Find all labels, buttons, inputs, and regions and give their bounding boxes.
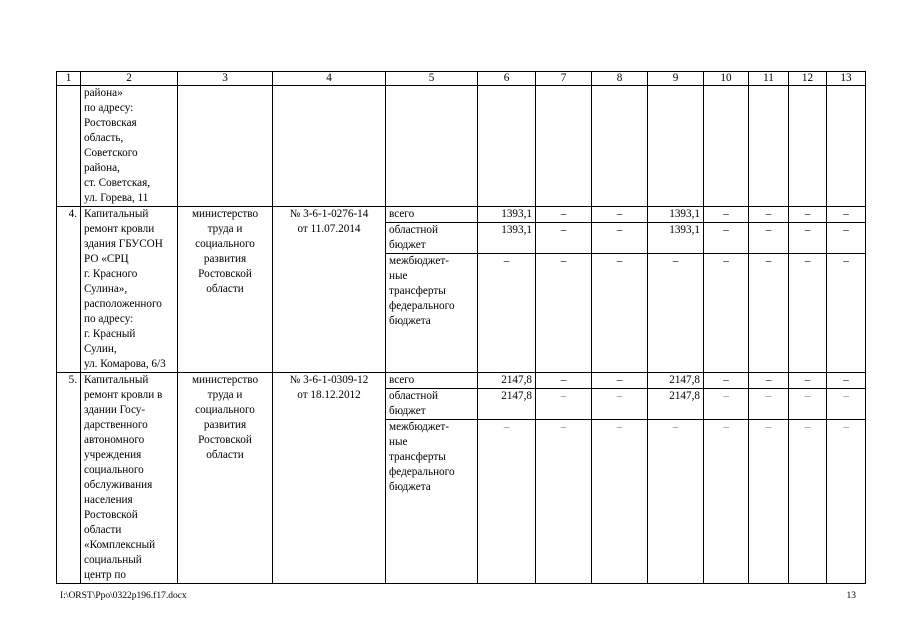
cont-cell-13 bbox=[827, 86, 866, 207]
col-header-8: 8 bbox=[592, 72, 648, 86]
page-number: 13 bbox=[846, 591, 856, 601]
value-col-9: 1393,1 bbox=[648, 207, 704, 223]
value-col-6: 2147,8 bbox=[478, 389, 536, 420]
funding-source-label: областной бюджет bbox=[386, 223, 478, 254]
cont-cell-9 bbox=[648, 86, 704, 207]
value-col-13: – bbox=[827, 420, 866, 584]
value-col-9: 2147,8 bbox=[648, 389, 704, 420]
cont-cell-5 bbox=[386, 86, 478, 207]
value-col-9: 2147,8 bbox=[648, 373, 704, 389]
table-row-5-total bbox=[57, 373, 866, 389]
value-col-7: – bbox=[536, 389, 592, 420]
value-col-6: – bbox=[478, 420, 536, 584]
value-col-11: – bbox=[749, 373, 789, 389]
cont-cell-6 bbox=[478, 86, 536, 207]
value-col-8: – bbox=[592, 420, 648, 584]
value-col-7: – bbox=[536, 420, 592, 584]
value-col-13: – bbox=[827, 389, 866, 420]
value-col-9: – bbox=[648, 254, 704, 373]
value-col-12: – bbox=[789, 420, 827, 584]
value-col-12: – bbox=[789, 389, 827, 420]
col-header-7: 7 bbox=[536, 72, 592, 86]
value-col-8: – bbox=[592, 389, 648, 420]
col-header-5: 5 bbox=[386, 72, 478, 86]
col-header-9: 9 bbox=[648, 72, 704, 86]
value-col-6: – bbox=[478, 254, 536, 373]
value-col-8: – bbox=[592, 254, 648, 373]
cont-cell-12 bbox=[789, 86, 827, 207]
value-col-7: – bbox=[536, 373, 592, 389]
value-col-8: – bbox=[592, 207, 648, 223]
program-table bbox=[56, 71, 866, 584]
funding-source-label: всего bbox=[386, 373, 478, 389]
cont-cell-3 bbox=[178, 86, 273, 207]
value-col-6: 1393,1 bbox=[478, 223, 536, 254]
cont-cell-11 bbox=[749, 86, 789, 207]
col-header-12: 12 bbox=[789, 72, 827, 86]
value-col-8: – bbox=[592, 373, 648, 389]
value-col-10: – bbox=[704, 420, 749, 584]
col-header-1: 1 bbox=[57, 72, 81, 86]
value-col-12: – bbox=[789, 207, 827, 223]
value-col-10: – bbox=[704, 254, 749, 373]
value-col-10: – bbox=[704, 389, 749, 420]
value-col-6: 2147,8 bbox=[478, 373, 536, 389]
value-col-12: – bbox=[789, 254, 827, 373]
col-header-3: 3 bbox=[178, 72, 273, 86]
funding-source-label: межбюджет- ные трансферты федерального бюджета bbox=[386, 254, 478, 373]
value-col-10: – bbox=[704, 207, 749, 223]
value-col-6: 1393,1 bbox=[478, 207, 536, 223]
object-name: Капитальный ремонт кровли в здании Госу- дарственного автономного учреждения социального обслуживания населения Ростовской области «Комплексный социальный центр по bbox=[81, 373, 178, 584]
cont-cell-8 bbox=[592, 86, 648, 207]
value-col-7: – bbox=[536, 223, 592, 254]
value-col-7: – bbox=[536, 207, 592, 223]
value-col-11: – bbox=[749, 207, 789, 223]
col-header-10: 10 bbox=[704, 72, 749, 86]
value-col-13: – bbox=[827, 207, 866, 223]
col-header-11: 11 bbox=[749, 72, 789, 86]
document-number: № 3-6-1-0276-14 от 11.07.2014 bbox=[273, 207, 386, 373]
responsible-ministry: министерство труда и социального развития Ростовской области bbox=[178, 373, 273, 584]
row-number: 5. bbox=[57, 373, 81, 584]
table-row-4-total bbox=[57, 207, 866, 223]
funding-source-label: межбюджет- ные трансферты федерального бюджета bbox=[386, 420, 478, 584]
value-col-7: – bbox=[536, 254, 592, 373]
value-col-11: – bbox=[749, 389, 789, 420]
cont-cell-10 bbox=[704, 86, 749, 207]
funding-source-label: областной бюджет bbox=[386, 389, 478, 420]
footer-file-path: I:\ORST\Ppo\0322p196.f17.docx bbox=[60, 591, 187, 601]
value-col-8: – bbox=[592, 223, 648, 254]
value-col-9: 1393,1 bbox=[648, 223, 704, 254]
continuation-row bbox=[57, 86, 866, 207]
value-col-10: – bbox=[704, 223, 749, 254]
col-header-2: 2 bbox=[81, 72, 178, 86]
cont-num-cell bbox=[57, 86, 81, 207]
responsible-ministry: министерство труда и социального развития Ростовской области bbox=[178, 207, 273, 373]
row-number: 4. bbox=[57, 207, 81, 373]
cont-cell-4 bbox=[273, 86, 386, 207]
cont-cell-7 bbox=[536, 86, 592, 207]
object-name: Капитальный ремонт кровли здания ГБУСОН РО «СРЦ г. Красного Сулина», расположенного по адресу: г. Красный Сулин, ул. Комарова, 6/3 bbox=[81, 207, 178, 373]
document-number: № 3-6-1-0309-12 от 18.12.2012 bbox=[273, 373, 386, 584]
value-col-11: – bbox=[749, 254, 789, 373]
col-header-6: 6 bbox=[478, 72, 536, 86]
col-header-13: 13 bbox=[827, 72, 866, 86]
value-col-12: – bbox=[789, 373, 827, 389]
column-number-row bbox=[57, 72, 866, 86]
value-col-11: – bbox=[749, 223, 789, 254]
value-col-10: – bbox=[704, 373, 749, 389]
value-col-13: – bbox=[827, 373, 866, 389]
value-col-13: – bbox=[827, 254, 866, 373]
funding-source-label: всего bbox=[386, 207, 478, 223]
col-header-4: 4 bbox=[273, 72, 386, 86]
value-col-9: – bbox=[648, 420, 704, 584]
cont-object-name: района» по адресу: Ростовская область, Советского района, ст. Советская, ул. Горева, 11 bbox=[81, 86, 178, 207]
value-col-13: – bbox=[827, 223, 866, 254]
value-col-11: – bbox=[749, 420, 789, 584]
value-col-12: – bbox=[789, 223, 827, 254]
